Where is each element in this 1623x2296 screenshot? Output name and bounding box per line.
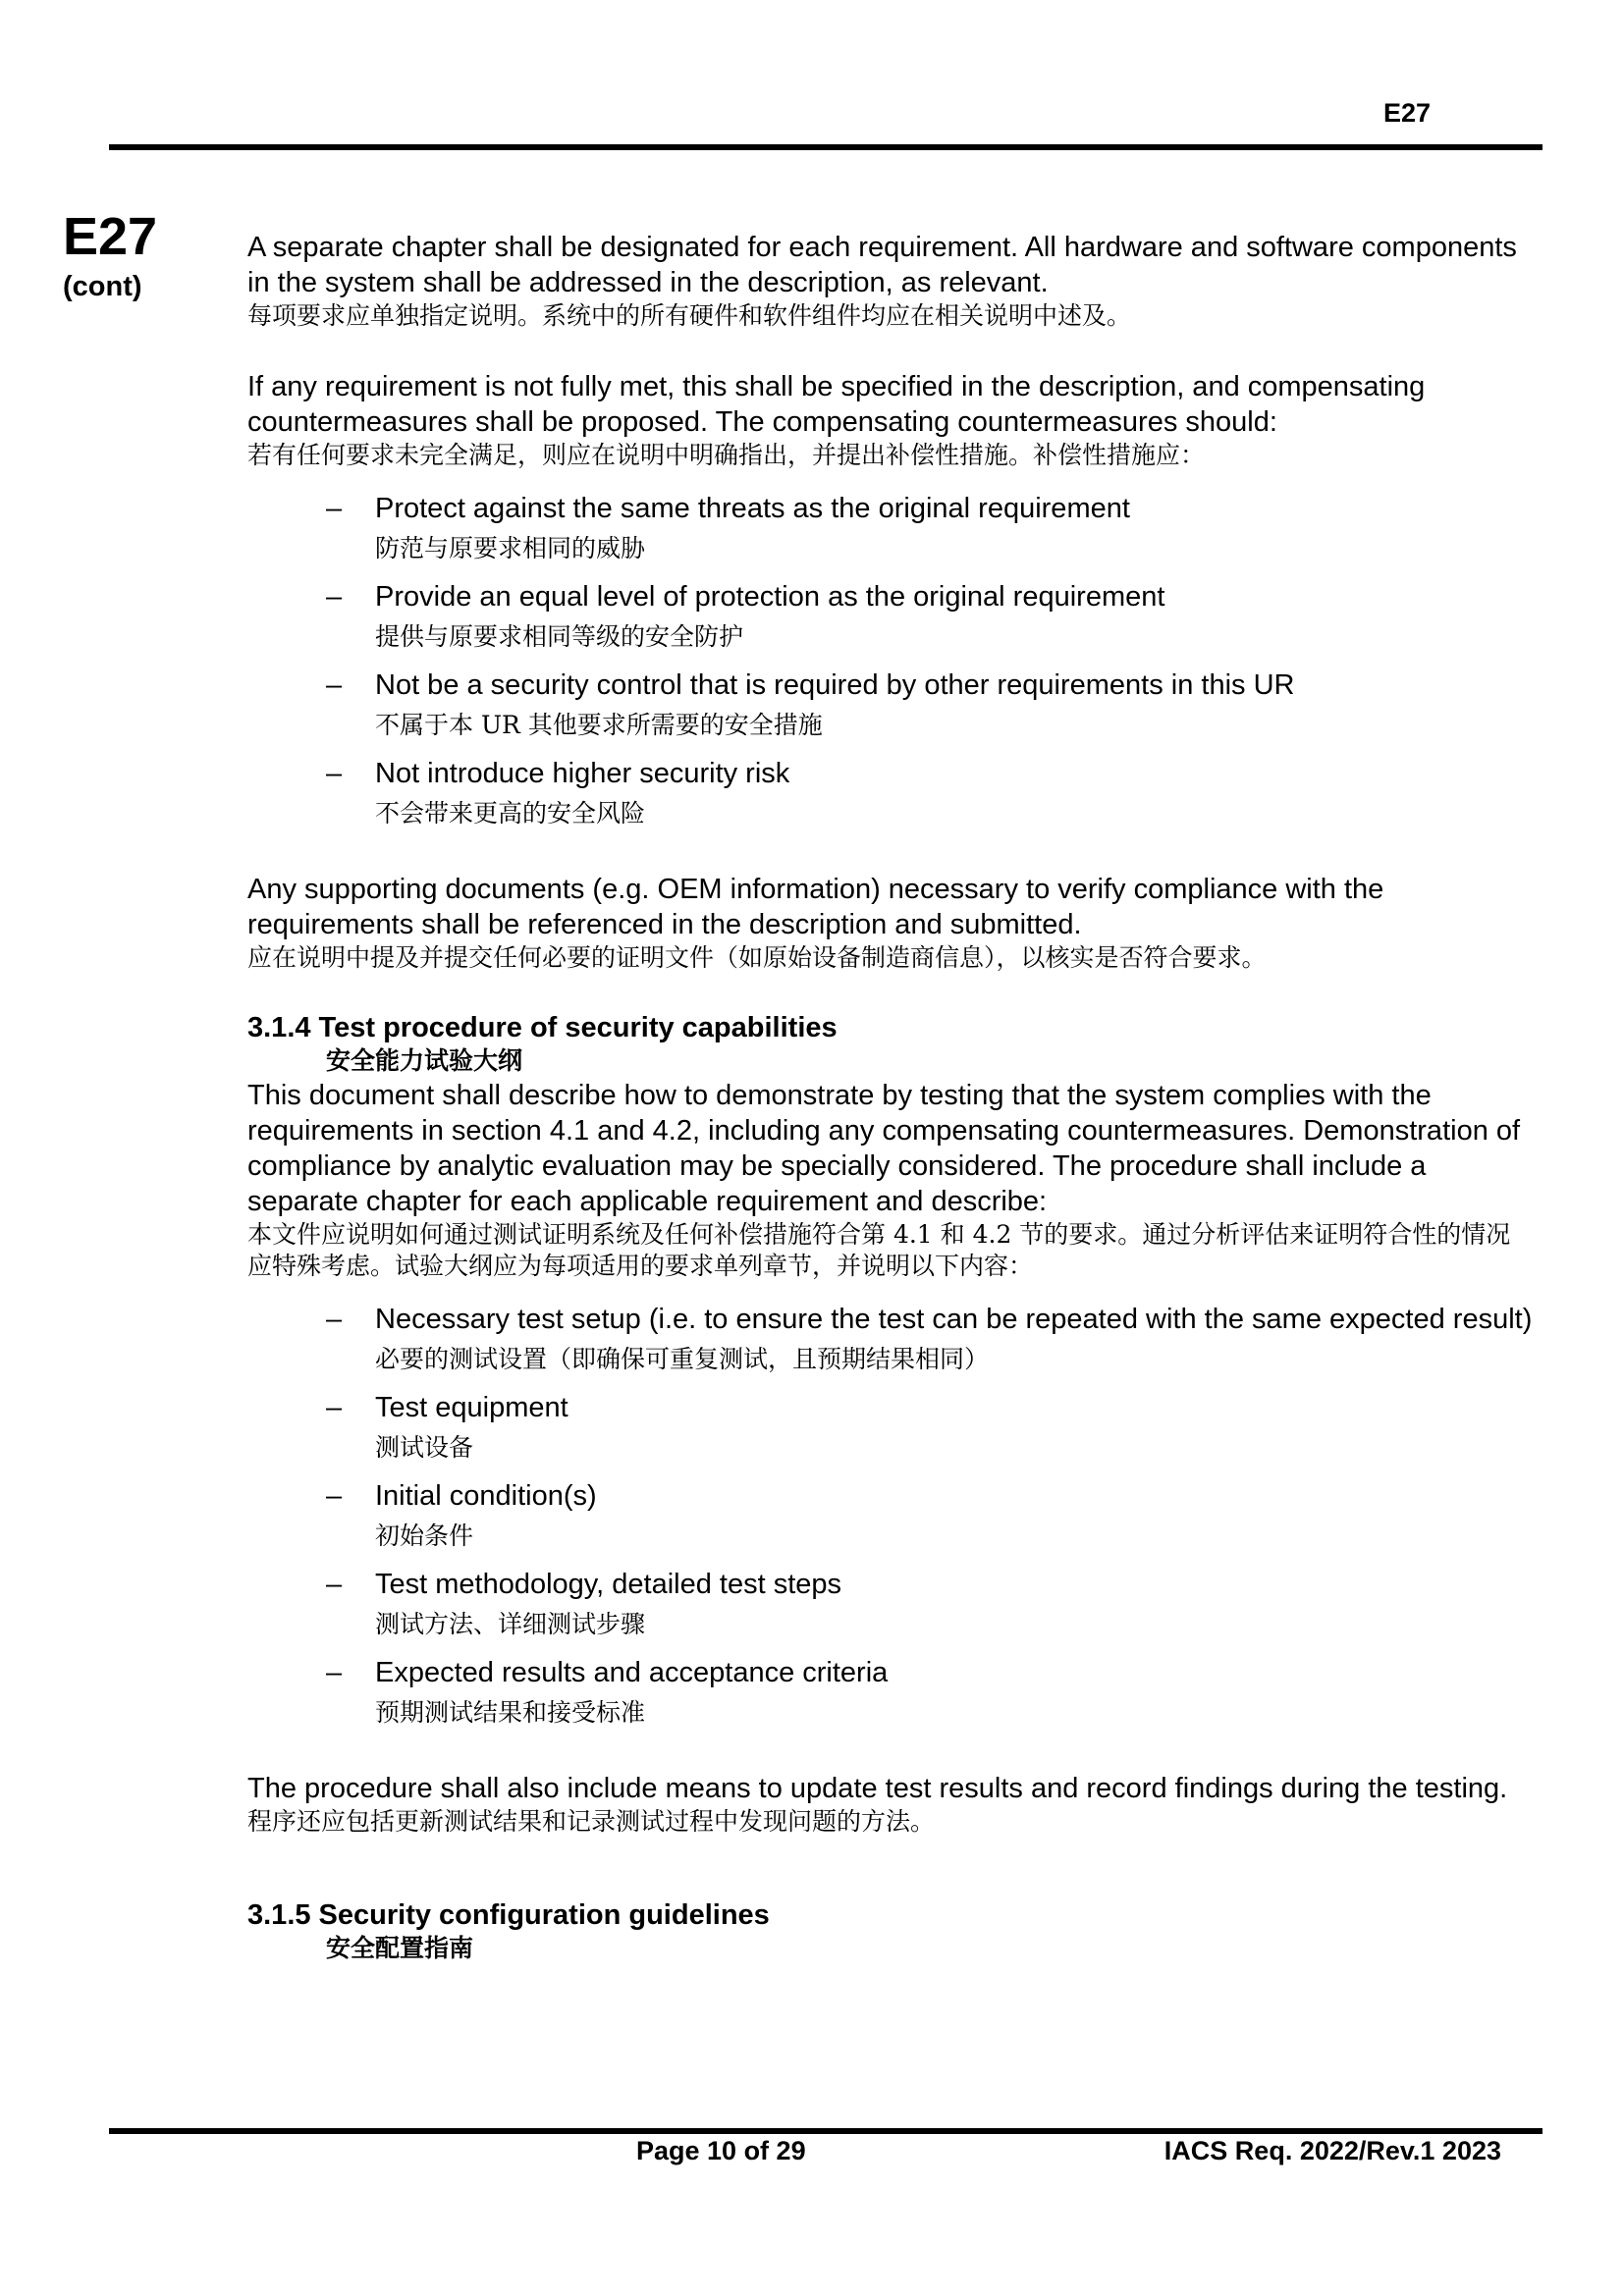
countermeasure-list xyxy=(247,489,1534,834)
paragraph-3-en: Any supporting documents (e.g. OEM information) necessary to verify compliance with the requirements shall be referenced in the description and submitted. xyxy=(247,874,1384,940)
paragraph-4 xyxy=(247,1078,1534,1282)
paragraph-2-en: If any requirement is not fully met, this shall be specified in the description, and compensating countermeasures shall be proposed. The compensating countermeasures should: xyxy=(247,371,1426,438)
paragraph-5-en: The procedure shall also include means to update test results and record findings during the testing. xyxy=(247,1773,1508,1804)
main-content xyxy=(247,230,1534,1965)
dash-bullet: – xyxy=(326,1480,343,1512)
list-item xyxy=(247,489,1534,569)
paragraph-1-zh: 每项要求应单独指定说明。系统中的所有硬件和软件组件均应在相关说明中述及。 xyxy=(247,301,1132,330)
paragraph-2-zh: 若有任何要求未完全满足，则应在说明中明确指出，并提出补偿性措施。补偿性措施应： xyxy=(247,441,1206,469)
paragraph-4-zh: 本文件应说明如何通过测试证明系统及任何补偿措施符合第 4.1 和 4.2 节的要求。通过分析评估来证明符合性的情况应特殊考虑。试验大纲应为每项适用的要求单列章节，并说明以下内容： xyxy=(247,1220,1511,1280)
dash-bullet: – xyxy=(326,758,343,789)
list-item-zh: 初始条件 xyxy=(375,1522,474,1550)
paragraph-3 xyxy=(247,872,1534,974)
list-item-zh: 提供与原要求相同等级的安全防护 xyxy=(375,622,744,651)
section-315-heading xyxy=(247,1898,1534,1965)
list-item-zh: 测试设备 xyxy=(375,1433,474,1462)
paragraph-1-en: A separate chapter shall be designated for each requirement. All hardware and software components in the system shall be addressed in the description, as relevant. xyxy=(247,232,1517,298)
dash-bullet: – xyxy=(326,581,343,613)
list-item xyxy=(247,1388,1534,1468)
list-item-en: Initial condition(s) xyxy=(375,1480,597,1512)
footer-rule xyxy=(109,2128,1542,2134)
list-item-zh: 预期测试结果和接受标准 xyxy=(375,1698,646,1727)
paragraph-1 xyxy=(247,230,1534,332)
list-item xyxy=(247,1653,1534,1734)
list-item xyxy=(247,1565,1534,1645)
list-item-en: Not be a security control that is required by other requirements in this UR xyxy=(375,669,1295,701)
dash-bullet: – xyxy=(326,669,343,701)
dash-bullet: – xyxy=(326,1392,343,1423)
list-item-zh: 防范与原要求相同的威胁 xyxy=(375,534,646,562)
section-315-title-zh: 安全配置指南 xyxy=(326,1934,474,1962)
list-item xyxy=(247,1300,1534,1380)
dash-bullet: – xyxy=(326,1569,343,1600)
paragraph-2 xyxy=(247,369,1534,471)
list-item xyxy=(247,577,1534,658)
list-item-zh: 不会带来更高的安全风险 xyxy=(375,799,646,828)
list-item-en: Necessary test setup (i.e. to ensure the test can be repeated with the same expected result) xyxy=(375,1304,1533,1335)
list-item-en: Test equipment xyxy=(375,1392,568,1423)
section-314-heading xyxy=(247,1011,1534,1078)
list-item-en: Expected results and acceptance criteria xyxy=(375,1657,889,1688)
list-item-en: Protect against the same threats as the original requirement xyxy=(375,493,1130,524)
dash-bullet: – xyxy=(326,1304,343,1335)
list-item-zh: 必要的测试设置（即确保可重复测试，且预期结果相同） xyxy=(375,1345,990,1373)
section-314-title: 3.1.4 Test procedure of security capabilities xyxy=(247,1012,838,1043)
list-item-en: Test methodology, detailed test steps xyxy=(375,1569,842,1600)
list-item xyxy=(247,754,1534,834)
list-item xyxy=(247,1476,1534,1557)
side-code: E27 xyxy=(63,207,158,266)
list-item-zh: 测试方法、详细测试步骤 xyxy=(375,1610,646,1638)
section-315-title: 3.1.5 Security configuration guidelines xyxy=(247,1899,770,1931)
side-cont: (cont) xyxy=(63,271,142,302)
paragraph-5 xyxy=(247,1771,1534,1838)
test-item-list xyxy=(247,1300,1534,1734)
dash-bullet: – xyxy=(326,493,343,524)
list-item-en: Not introduce higher security risk xyxy=(375,758,790,789)
paragraph-5-zh: 程序还应包括更新测试结果和记录测试过程中发现问题的方法。 xyxy=(247,1807,936,1836)
list-item xyxy=(247,666,1534,746)
list-item-en: Provide an equal level of protection as the original requirement xyxy=(375,581,1165,613)
section-314-title-zh: 安全能力试验大纲 xyxy=(326,1046,523,1075)
paragraph-3-zh: 应在说明中提及并提交任何必要的证明文件（如原始设备制造商信息），以核实是否符合要求。 xyxy=(247,943,1267,972)
page-number: Page 10 of 29 xyxy=(636,2136,806,2165)
header-rule xyxy=(109,144,1542,150)
header-code: E27 xyxy=(1382,98,1431,128)
list-item-zh: 不属于本 UR 其他要求所需要的安全措施 xyxy=(375,711,823,739)
document-reference: IACS Req. 2022/Rev.1 2023 xyxy=(1163,2136,1501,2165)
paragraph-4-en: This document shall describe how to demonstrate by testing that the system complies with the requirements in section 4.1 and 4.2, including any compensating countermeasures. Demonstration of compliance by analytic evaluation may be specially considered. The procedure shall include a separate chapter for each applicable requirement and describe: xyxy=(247,1080,1521,1217)
dash-bullet: – xyxy=(326,1657,343,1688)
